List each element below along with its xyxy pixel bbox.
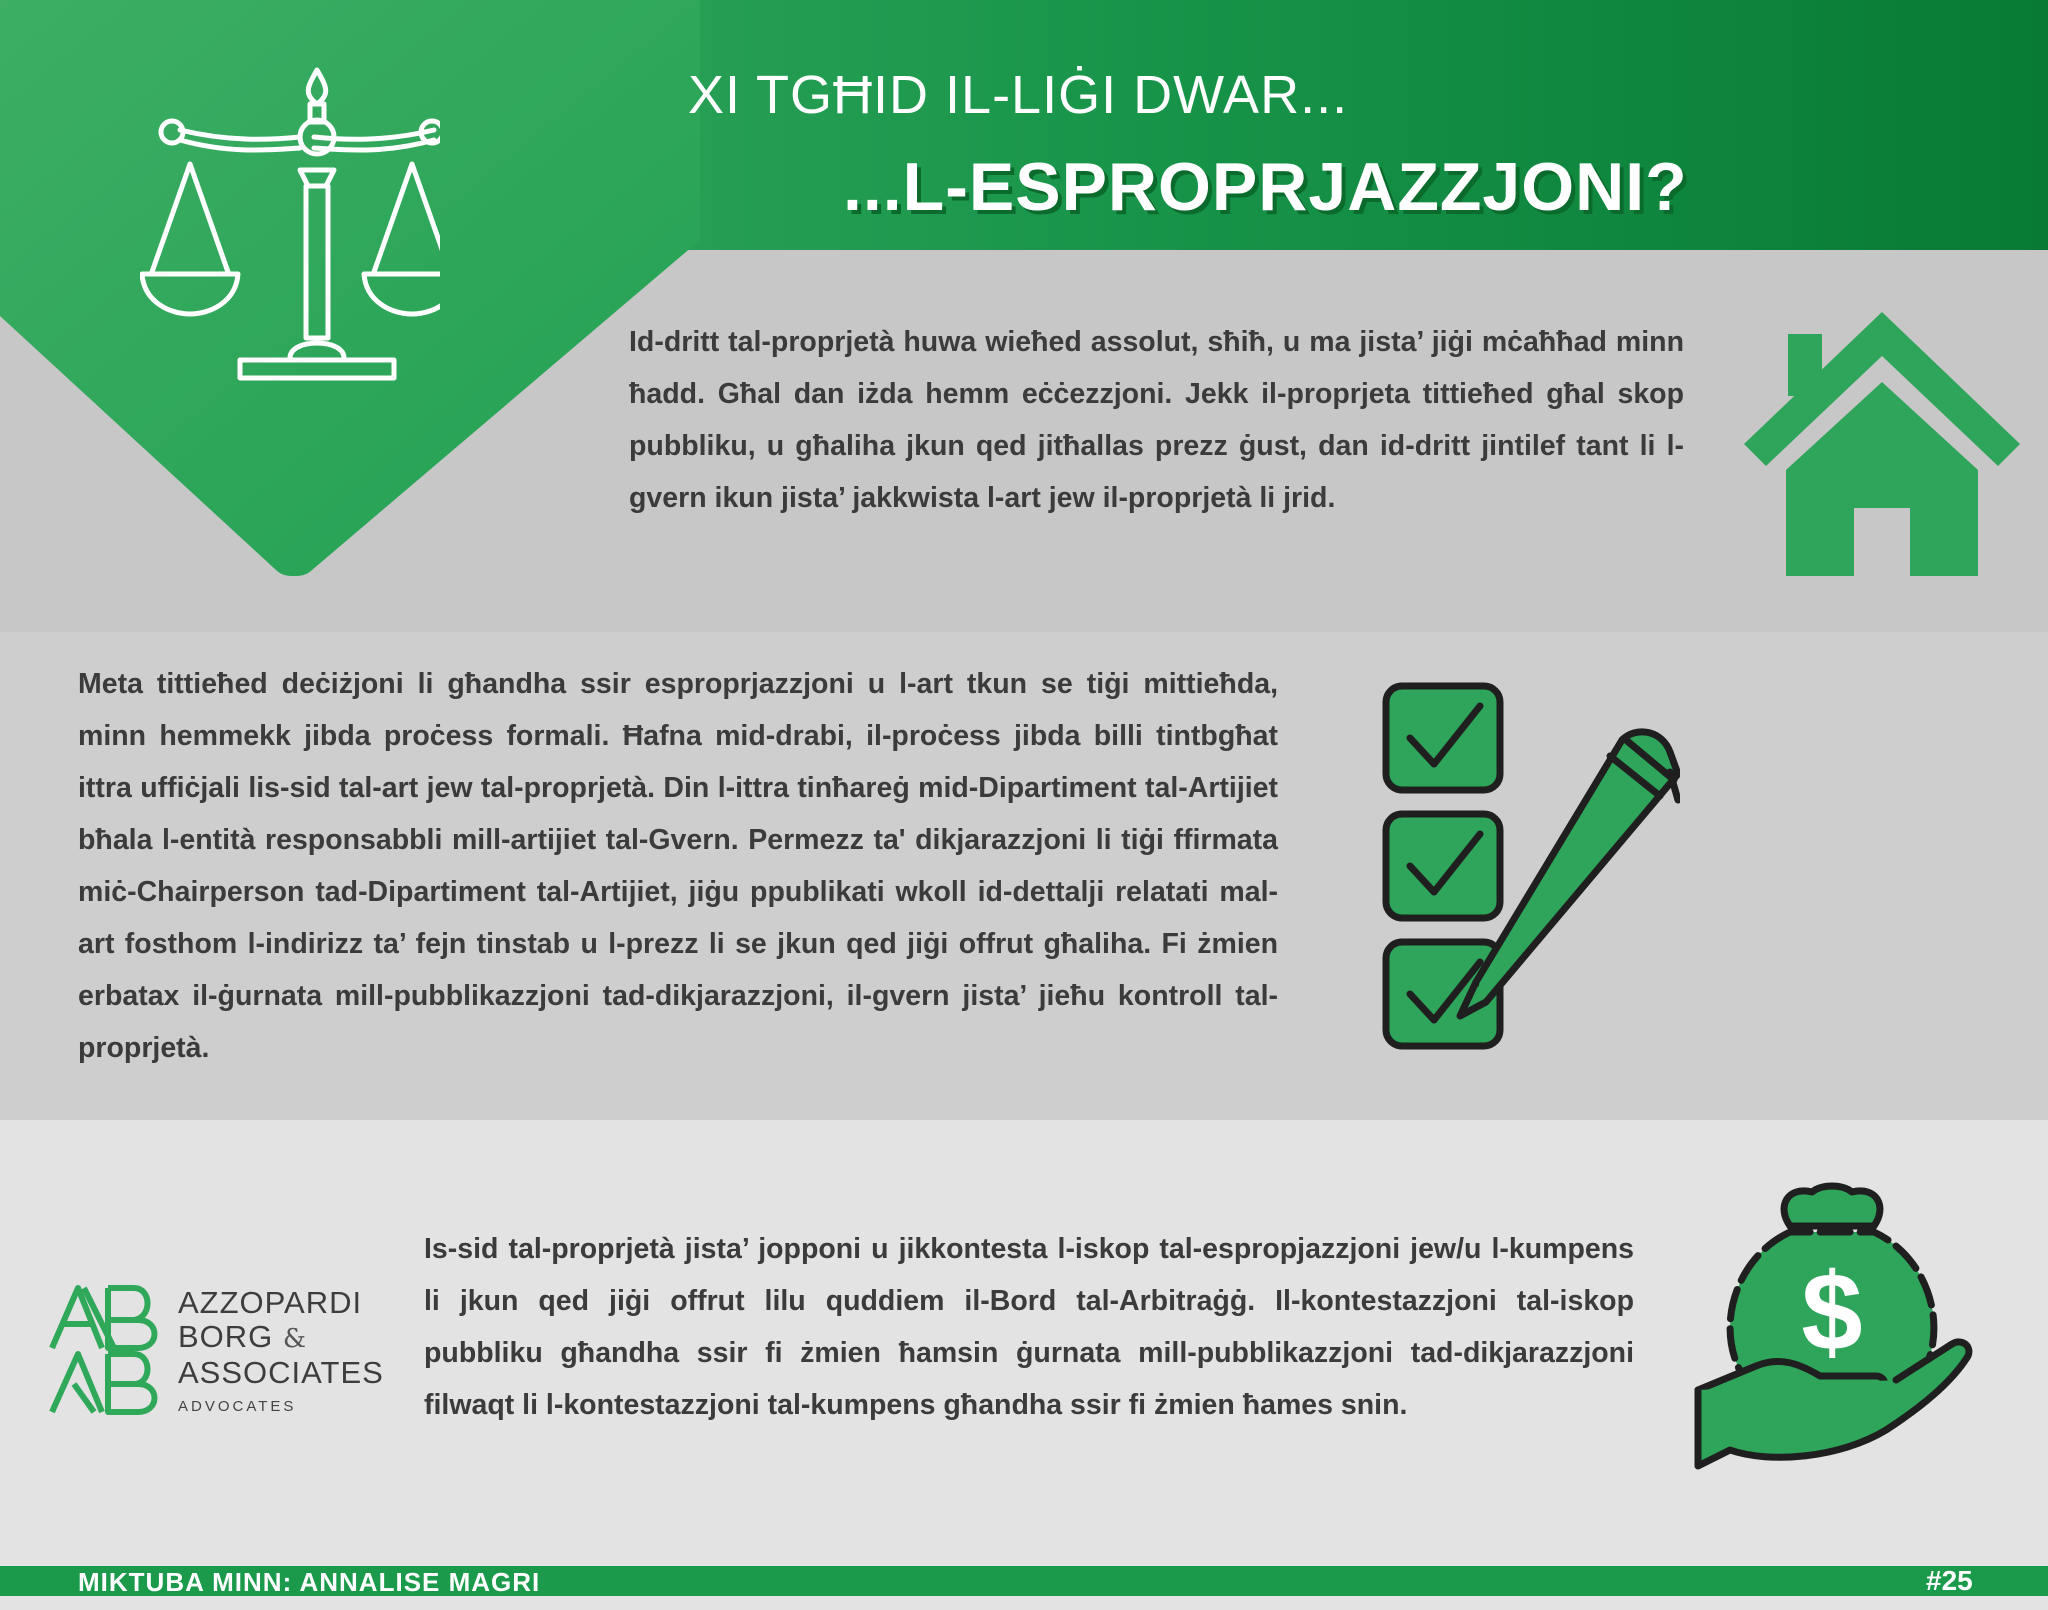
logo-line-1: AZZOPARDI (178, 1285, 363, 1320)
process-paragraph: Meta tittieħed deċiżjoni li għandha ssir esproprjazzjoni u l-art tkun se tiġi mittieħda, minn hemmekk jibda proċess formali. Ħafna mid-drabi, il-proċess jibda billi tintbgħat ittra uffiċjali lis-sid tal-art jew tal-proprjetà. Din l-ittra tinħareġ mid-Dipartiment tal-Artijiet bħala l-entità responsabbli mill-artijiet tal-Gvern. Permezz ta' dikjarazzjoni li tiġi ffirmata miċ-Chairperson tad-Dipartiment tal-Artijiet, jiġu ppublikati wkoll id-dettalji relatati mal-art fosthom l-indirizz ta’ fejn tinstab u l-prezz li se jkun qed jiġi offrut għaliha. Fi żmien erbatax il-ġurnata mill-pubblikazzjoni tad-dikjarazzjoni, il-gvern jista’ jieħu kontroll tal-proprjetà. (78, 668, 1278, 1064)
logo-line-3: ASSOCIATES (178, 1355, 384, 1390)
dollar-sign-icon: $ (1801, 1251, 1863, 1374)
abba-monogram-icon (48, 1284, 174, 1416)
title-line-1: XI TGĦID IL-LIĠI DWAR... (688, 65, 1349, 125)
firm-logo-text (178, 1286, 384, 1415)
logo-line-2 (178, 1320, 384, 1356)
logo-subtitle: ADVOCATES (178, 1398, 297, 1415)
scales-of-justice-icon (140, 62, 440, 412)
footer-issue-number: #25 (1926, 1565, 1973, 1596)
footer-author: MIKTUBA MINN: ANNALISE MAGRI (78, 1567, 541, 1597)
house-icon (1744, 312, 2020, 576)
logo-borg: BORG (178, 1319, 274, 1354)
title-line-2: ...L-ESPROPRJAZZJONI? (843, 149, 1688, 225)
logo-ampersand: & (282, 1324, 308, 1354)
money-bag-hand-icon (1690, 1180, 1974, 1470)
contest-paragraph: Is-sid tal-proprjetà jista’ jopponi u jikkontesta l-iskop tal-espropjazzjoni jew/u l-kumpens li jkun qed jiġi offrut lilu quddiem il-Bord tal-Arbitraġġ. Il-kontestazzjoni tal-iskop pubbliku għandha ssir fi żmien ħamsin ġurnata mill-pubblikazzjoni tad-dikjarazzjoni filwaqt li l-kontestazzjoni tal-kumpens għandha ssir fi żmien ħames snin. (424, 1233, 1634, 1421)
intro-paragraph: Id-dritt tal-proprjetà huwa wieħed assolut, sħiħ, u ma jista’ jiġi mċaħħad minn ħadd. Għal dan iżda hemm eċċezzjoni. Jekk il-proprjeta tittieħed għal skop pubbliku, u għaliha jkun qed jitħallas prezz ġust, dan id-dritt jintilef tant li l-gvern ikun jista’ jakkwista l-art jew il-proprjetà li jrid. (629, 326, 1684, 514)
checklist-pen-icon (1380, 680, 1680, 1050)
